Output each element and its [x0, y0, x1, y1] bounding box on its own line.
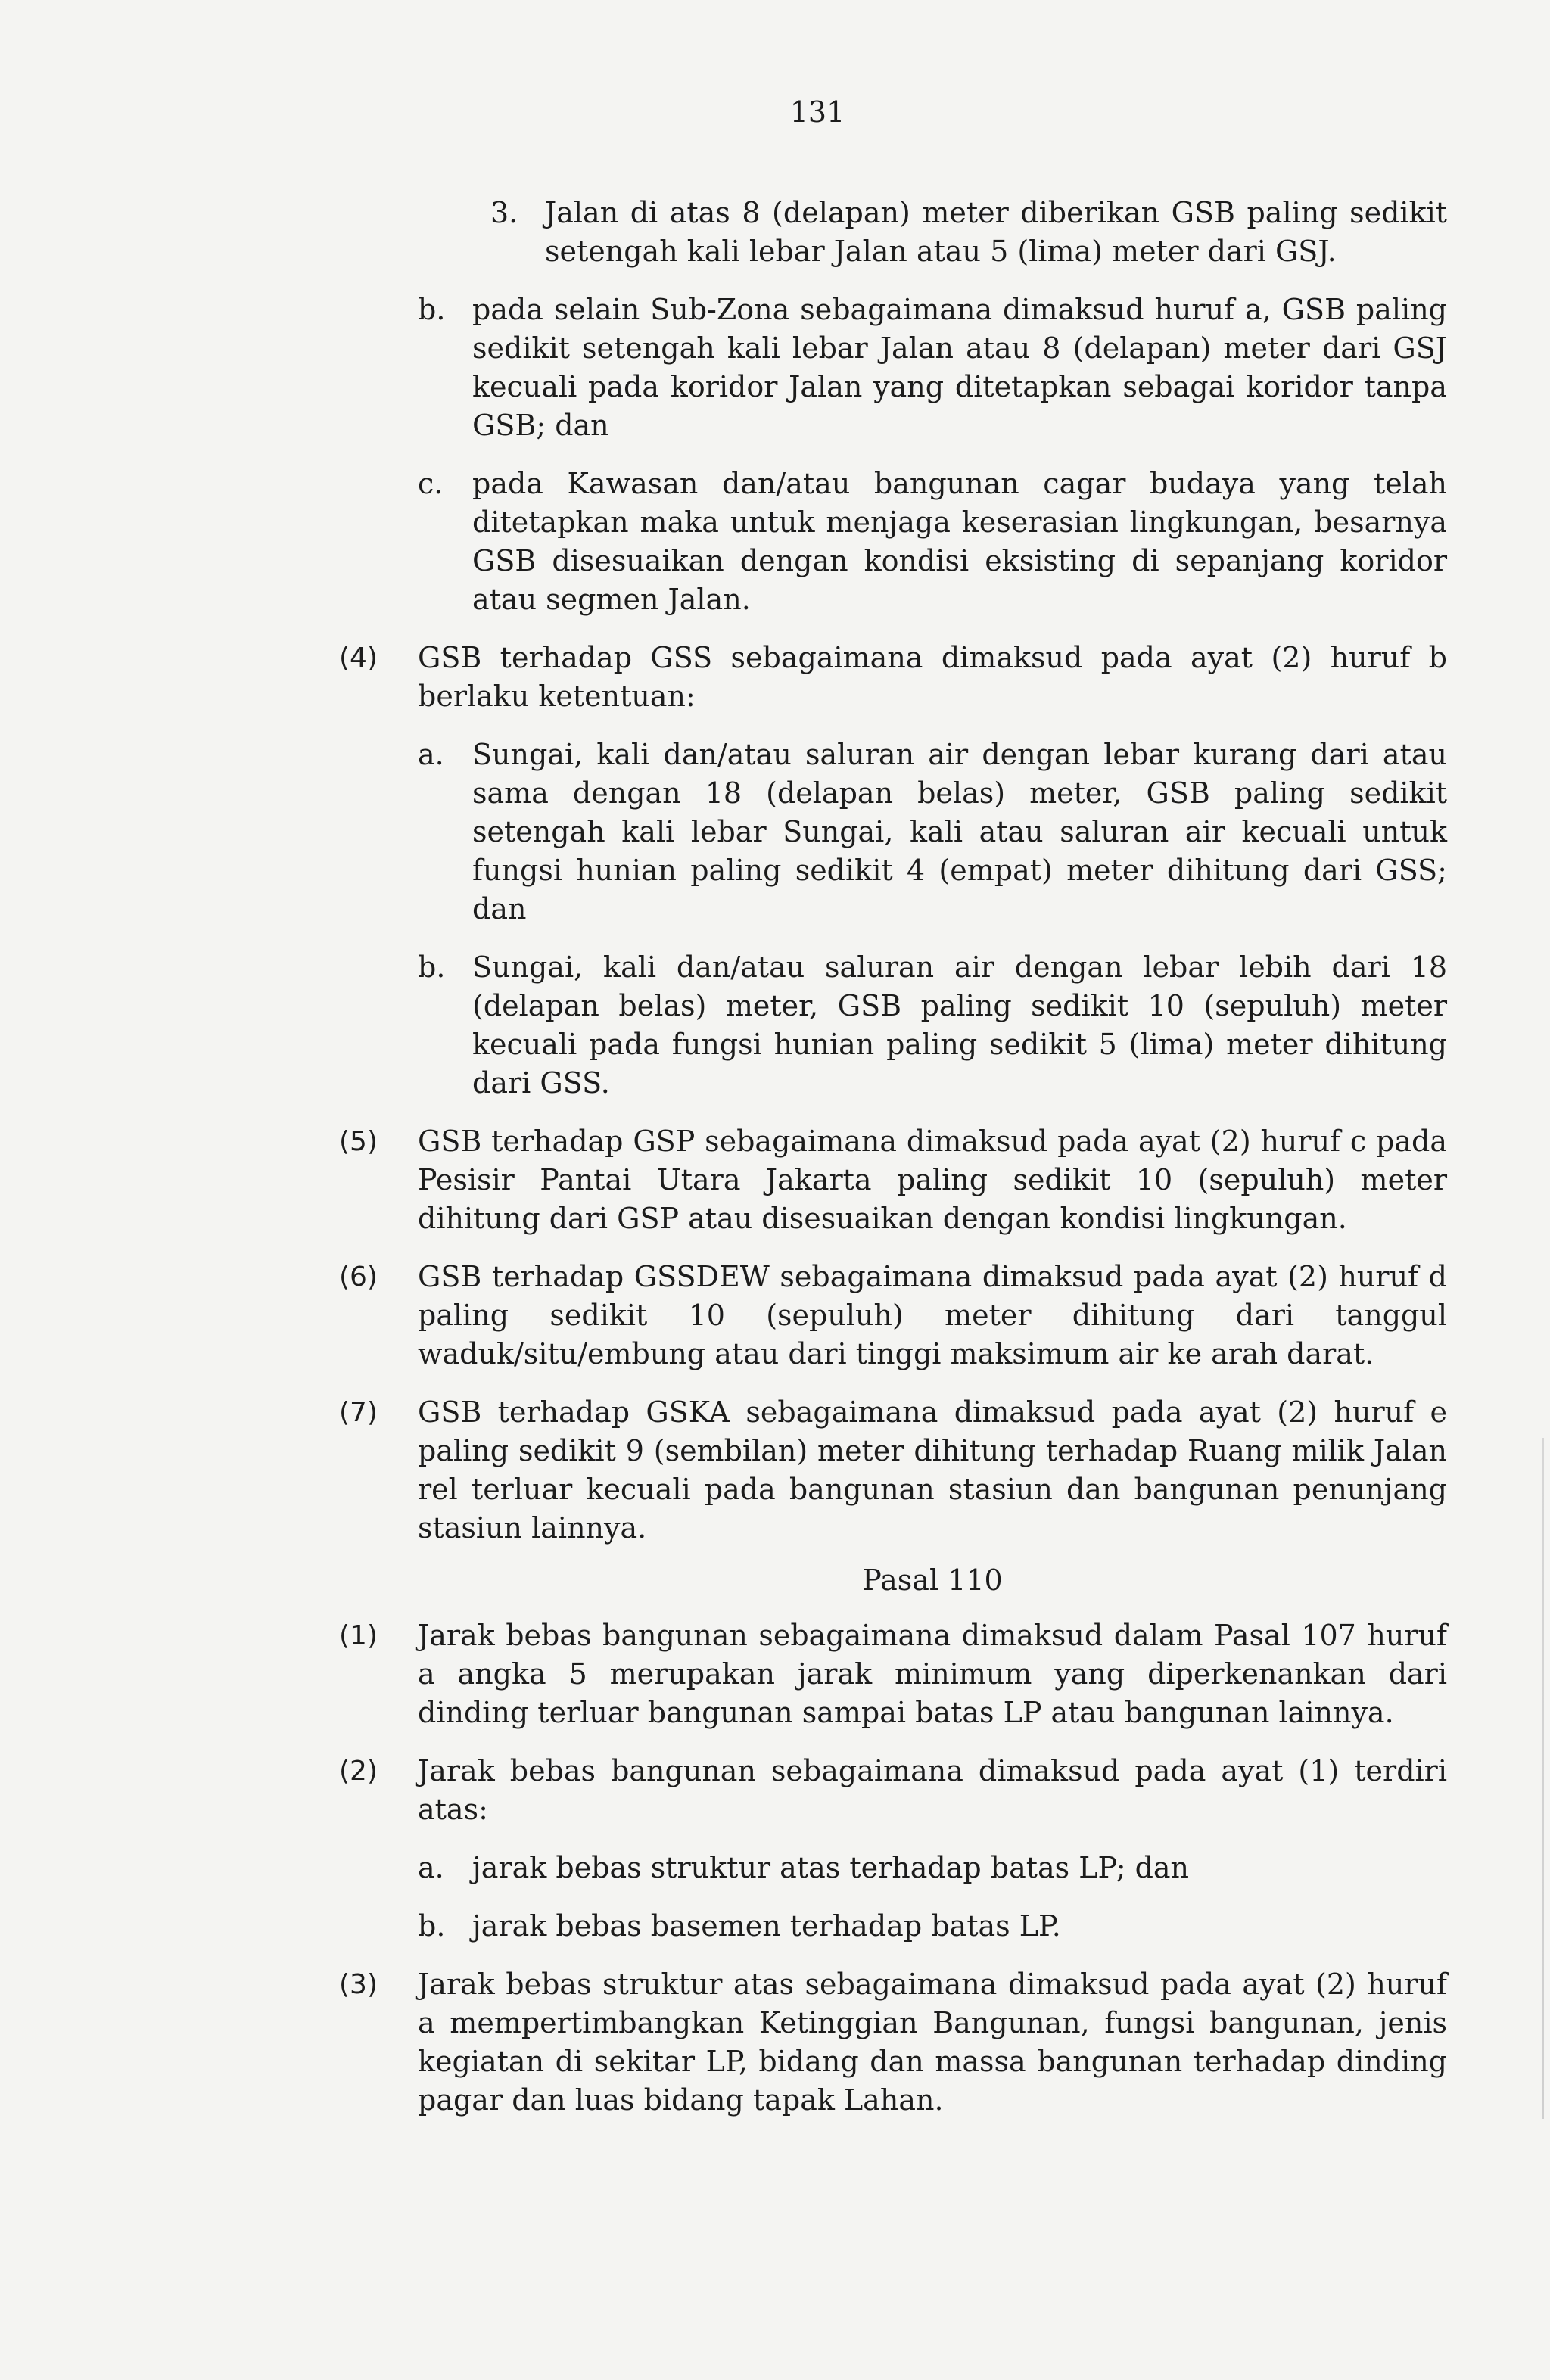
ayat-number: (2) [339, 1756, 378, 1787]
ayat-text: Jarak bebas bangunan sebagaimana dimaksud dalam Pasal 107 huruf a angka 5 merupakan jarak minimum yang diperkenankan dari dinding terluar bangunan sampai batas LP atau bangunan lainnya. [418, 1619, 1447, 1729]
ayat-text: GSB terhadap GSS sebagaimana dimaksud pada ayat (2) huruf b berlaku ketentuan: [418, 641, 1447, 713]
ayat-number: (3) [339, 1969, 378, 2000]
page-number: 131 [789, 95, 845, 129]
list-item-number: b. [418, 1909, 446, 1943]
list-item-number: c. [418, 467, 444, 500]
ayat-number: (6) [339, 1262, 378, 1293]
list-item-number: a. [418, 1851, 444, 1884]
ayat-4 [339, 639, 1447, 716]
pasal-ayat-3 [339, 1965, 1447, 2120]
pasal-list-item-a [418, 1849, 1447, 1887]
pasal-list-item-b [418, 1907, 1447, 1946]
list-item-number: b. [418, 293, 446, 326]
list-item-b [418, 948, 1447, 1103]
pasal-heading: Pasal 110 [862, 1563, 1003, 1597]
list-item-3 [418, 194, 1447, 271]
list-item-text: pada selain Sub-Zona sebagaimana dimaksud huruf a, GSB paling sedikit setengah kali lebar Jalan atau 8 (delapan) meter dari GSJ kecuali pada koridor Jalan yang ditetapkan sebagai koridor tanpa GSB; dan [472, 293, 1447, 442]
list-item-number: a. [418, 738, 444, 771]
list-item-text: Jalan di atas 8 (delapan) meter diberikan GSB paling sedikit setengah kali lebar Jalan atau 5 (lima) meter dari GSJ. [545, 196, 1447, 268]
list-item-text: Sungai, kali dan/atau saluran air dengan lebar kurang dari atau sama dengan 18 (delapan belas) meter, GSB paling sedikit setengah kali lebar Sungai, kali atau saluran air kecuali untuk fungsi hunian paling sedikit 4 (empat) meter dihitung dari GSS; dan [472, 738, 1447, 926]
pasal-ayat-1 [339, 1616, 1447, 1732]
ayat-5 [339, 1122, 1447, 1238]
list-item-number: 3. [490, 196, 518, 229]
ayat-text: GSB terhadap GSKA sebagaimana dimaksud pada ayat (2) huruf e paling sedikit 9 (sembilan) meter dihitung terhadap Ruang milik Jalan rel terluar kecuali pada bangunan stasiun dan bangunan penunjang stasiun lainnya. [418, 1395, 1447, 1545]
ayat-text: GSB terhadap GSP sebagaimana dimaksud pada ayat (2) huruf c pada Pesisir Pantai Utara Jakarta paling sedikit 10 (sepuluh) meter dihitung dari GSP atau disesuaikan dengan kondisi lingkungan. [418, 1125, 1447, 1235]
ayat-number: (7) [339, 1397, 378, 1428]
list-item-a [418, 736, 1447, 929]
document-body [339, 194, 1447, 2120]
ayat-7 [339, 1393, 1447, 1548]
list-item-b [418, 291, 1447, 445]
ayat-text: GSB terhadap GSSDEW sebagaimana dimaksud pada ayat (2) huruf d paling sedikit 10 (sepuluh) meter dihitung dari tanggul waduk/situ/embung atau dari tinggi maksimum air ke arah darat. [418, 1260, 1447, 1370]
ayat-number: (4) [339, 642, 378, 674]
ayat-text: Jarak bebas struktur atas sebagaimana dimaksud pada ayat (2) huruf a mempertimbangkan Ketinggian Bangunan, fungsi bangunan, jenis kegiatan di sekitar LP, bidang dan massa bangunan terhadap dinding pagar dan luas bidang tapak Lahan. [418, 1968, 1447, 2117]
list-item-text: Sungai, kali dan/atau saluran air dengan lebar lebih dari 18 (delapan belas) meter, GSB paling sedikit 10 (sepuluh) meter kecuali pada fungsi hunian paling sedikit 5 (lima) meter dihitung dari GSS. [472, 950, 1447, 1100]
ayat-6 [339, 1258, 1447, 1374]
ayat-number: (1) [339, 1620, 378, 1651]
pasal-ayat-2 [339, 1752, 1447, 1829]
list-item-text: pada Kawasan dan/atau bangunan cagar budaya yang telah ditetapkan maka untuk menjaga keserasian lingkungan, besarnya GSB disesuaikan dengan kondisi eksisting di sepanjang koridor atau segmen Jalan. [472, 467, 1447, 616]
list-item-text: jarak bebas basemen terhadap batas LP. [472, 1909, 1061, 1943]
list-item-number: b. [418, 950, 446, 984]
list-item-c [418, 465, 1447, 619]
scan-edge-shadow [1542, 1438, 1544, 2119]
ayat-number: (5) [339, 1126, 378, 1157]
list-item-text: jarak bebas struktur atas terhadap batas LP; dan [472, 1851, 1190, 1884]
ayat-text: Jarak bebas bangunan sebagaimana dimaksud pada ayat (1) terdiri atas: [418, 1754, 1447, 1826]
